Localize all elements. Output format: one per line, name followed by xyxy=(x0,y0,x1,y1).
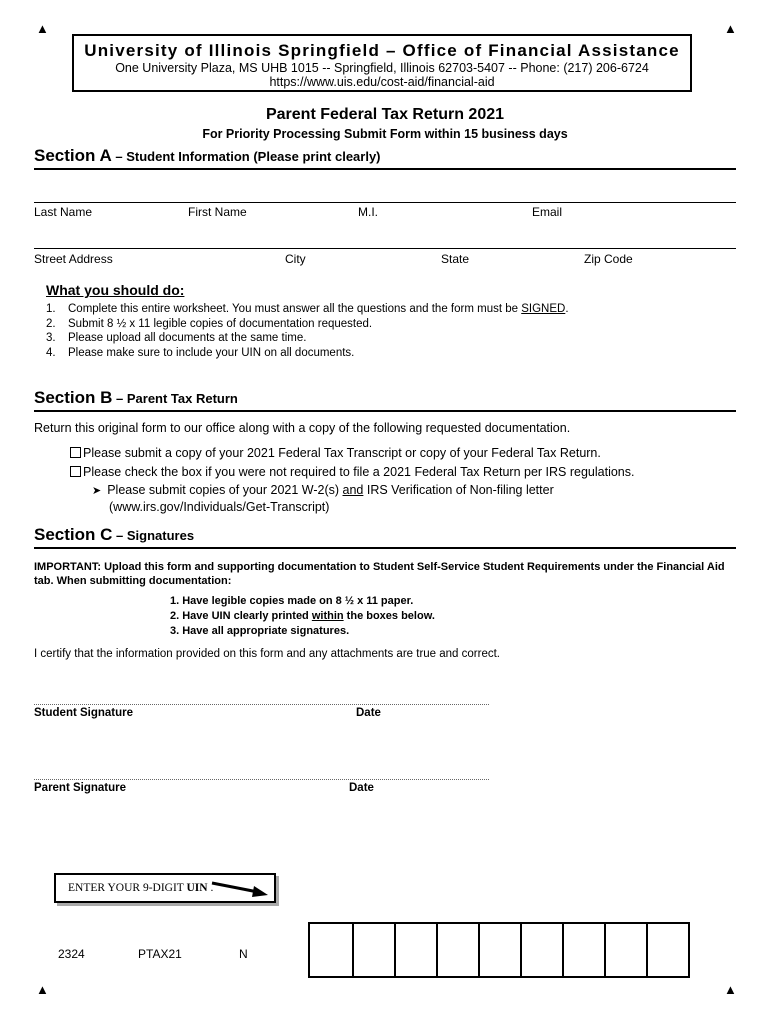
corner-marker-bottom-left: ▲ xyxy=(36,982,49,997)
section-b-title: Section B xyxy=(34,388,113,407)
uin-digit-box-2[interactable] xyxy=(352,924,394,976)
instructions-heading: What you should do: xyxy=(46,282,185,298)
corner-marker-top-right: ▲ xyxy=(724,21,737,36)
tax-transcript-checkbox[interactable] xyxy=(70,447,81,458)
instruction-text: Please upload all documents at the same time. xyxy=(68,332,307,344)
section-b-rule xyxy=(34,410,736,412)
last-name-label: Last Name xyxy=(34,205,93,219)
student-date-label: Date xyxy=(356,707,381,719)
instruction-number: 4. xyxy=(46,346,56,359)
section-a-title: Section A xyxy=(34,146,112,165)
corner-marker-bottom-right: ▲ xyxy=(724,982,737,997)
row1-field-line xyxy=(34,202,736,203)
form-subtitle: For Priority Processing Submit Form within 15 business days xyxy=(202,127,568,141)
student-signature-label: Student Signature xyxy=(34,707,134,719)
non-filer-bullet: ➤ Please submit copies of your 2021 W-2(s) and IRS Verification of Non-filing letter xyxy=(92,483,554,497)
section-c-rule xyxy=(34,547,736,549)
office-header xyxy=(72,34,692,92)
form-title: Parent Federal Tax Return 2021 xyxy=(265,106,505,123)
section-b-subtitle: – Parent Tax Return xyxy=(112,391,238,406)
arrow-right-icon xyxy=(210,879,272,899)
office-title: University of Illinois Springfield – Office of Financial Assistance xyxy=(84,41,680,60)
office-url: https://www.uis.edu/cost-aid/financial-aid xyxy=(269,75,495,89)
student-signature-line[interactable] xyxy=(34,704,489,705)
arrow-bullet-icon: ➤ xyxy=(92,485,102,497)
form-flag-code: N xyxy=(239,947,248,961)
tax-transcript-text: Please submit a copy of your 2021 Federal Tax Transcript or copy of your Federal Tax Return. xyxy=(83,446,601,460)
section-c-heading xyxy=(34,525,194,545)
section-a-rule xyxy=(34,168,736,170)
corner-marker-top-left: ▲ xyxy=(36,21,49,36)
uin-digit-box-4[interactable] xyxy=(436,924,478,976)
instruction-item xyxy=(46,317,569,332)
form-code: PTAX21 xyxy=(138,947,182,961)
instruction-number: 3. xyxy=(46,332,56,344)
instruction-number: 1. xyxy=(46,303,56,315)
instruction-item xyxy=(46,331,569,346)
uin-digit-box-6[interactable] xyxy=(520,924,562,976)
uin-digit-box-8[interactable] xyxy=(604,924,646,976)
state-label: State xyxy=(441,252,470,266)
uin-digit-box-1[interactable] xyxy=(310,924,352,976)
non-filer-text: Please check the box if you were not required to file a 2021 Federal Tax Return per IRS regulations. xyxy=(83,465,635,479)
section-a-heading xyxy=(34,146,381,166)
uin-digit-box-3[interactable] xyxy=(394,924,436,976)
irs-transcript-url: (www.irs.gov/Individuals/Get-Transcript) xyxy=(109,500,330,514)
section-a-subtitle: – Student Information (Please print clearly) xyxy=(111,149,381,164)
submission-steps xyxy=(170,594,435,639)
instruction-text: Submit 8 ½ x 11 legible copies of documentation requested. xyxy=(68,317,373,330)
instruction-item xyxy=(46,302,569,317)
non-filer-checkbox[interactable] xyxy=(70,466,81,477)
step-item: 1. Have legible copies made on 8 ½ x 11 paper. xyxy=(170,595,414,607)
instructions-list xyxy=(46,302,569,360)
parent-date-label: Date xyxy=(349,782,374,794)
email-label: Email xyxy=(532,205,563,219)
instruction-item xyxy=(46,346,569,361)
step-item: 2. Have UIN clearly printed within the boxes below. xyxy=(170,610,435,622)
important-notice: IMPORTANT: Upload this form and supporting documentation to Student Self-Service Student Requirements under the Financial Aid tab. When submitting documentation: xyxy=(34,561,725,587)
zip-code-label: Zip Code xyxy=(584,252,633,266)
parent-signature-line[interactable] xyxy=(34,779,489,780)
first-name-label: First Name xyxy=(188,205,247,219)
uin-digit-box-5[interactable] xyxy=(478,924,520,976)
within-emphasis: within xyxy=(311,610,344,622)
certification-statement: I certify that the information provided on this form and any attachments are true and correct. xyxy=(34,648,500,660)
uin-digit-box-9[interactable] xyxy=(646,924,688,976)
section-c-subtitle: – Signatures xyxy=(112,528,195,543)
and-emphasis: and xyxy=(342,483,364,497)
step-item: 3. Have all appropriate signatures. xyxy=(170,625,350,637)
street-address-label: Street Address xyxy=(34,252,113,266)
uin-prompt-text: ENTER YOUR 9-DIGIT UIN . xyxy=(68,882,214,894)
city-label: City xyxy=(285,252,306,266)
tax-transcript-option xyxy=(70,446,601,460)
section-b-heading xyxy=(34,388,238,408)
office-address: One University Plaza, MS UHB 1015 -- Springfield, Illinois 62703-5407 -- Phone: (217) 206-6724 xyxy=(115,61,649,75)
uin-digit-box-7[interactable] xyxy=(562,924,604,976)
uin-prompt-box xyxy=(54,873,276,903)
non-filer-option xyxy=(70,465,634,479)
instruction-text: Please make sure to include your UIN on all documents. xyxy=(68,346,355,359)
uin-entry-grid xyxy=(308,922,690,978)
instruction-number: 2. xyxy=(46,317,56,330)
parent-signature-label: Parent Signature xyxy=(34,782,127,794)
row2-field-line xyxy=(34,248,736,249)
middle-initial-label: M.I. xyxy=(358,205,378,219)
instruction-text: Complete this entire worksheet. You must answer all the questions and the form must be SIGNED. xyxy=(68,303,569,315)
section-b-intro: Return this original form to our office along with a copy of the following requested documentation. xyxy=(34,421,571,435)
signed-emphasis: SIGNED xyxy=(521,303,566,315)
aid-year-code: 2324 xyxy=(58,947,85,961)
section-c-title: Section C xyxy=(34,525,113,544)
